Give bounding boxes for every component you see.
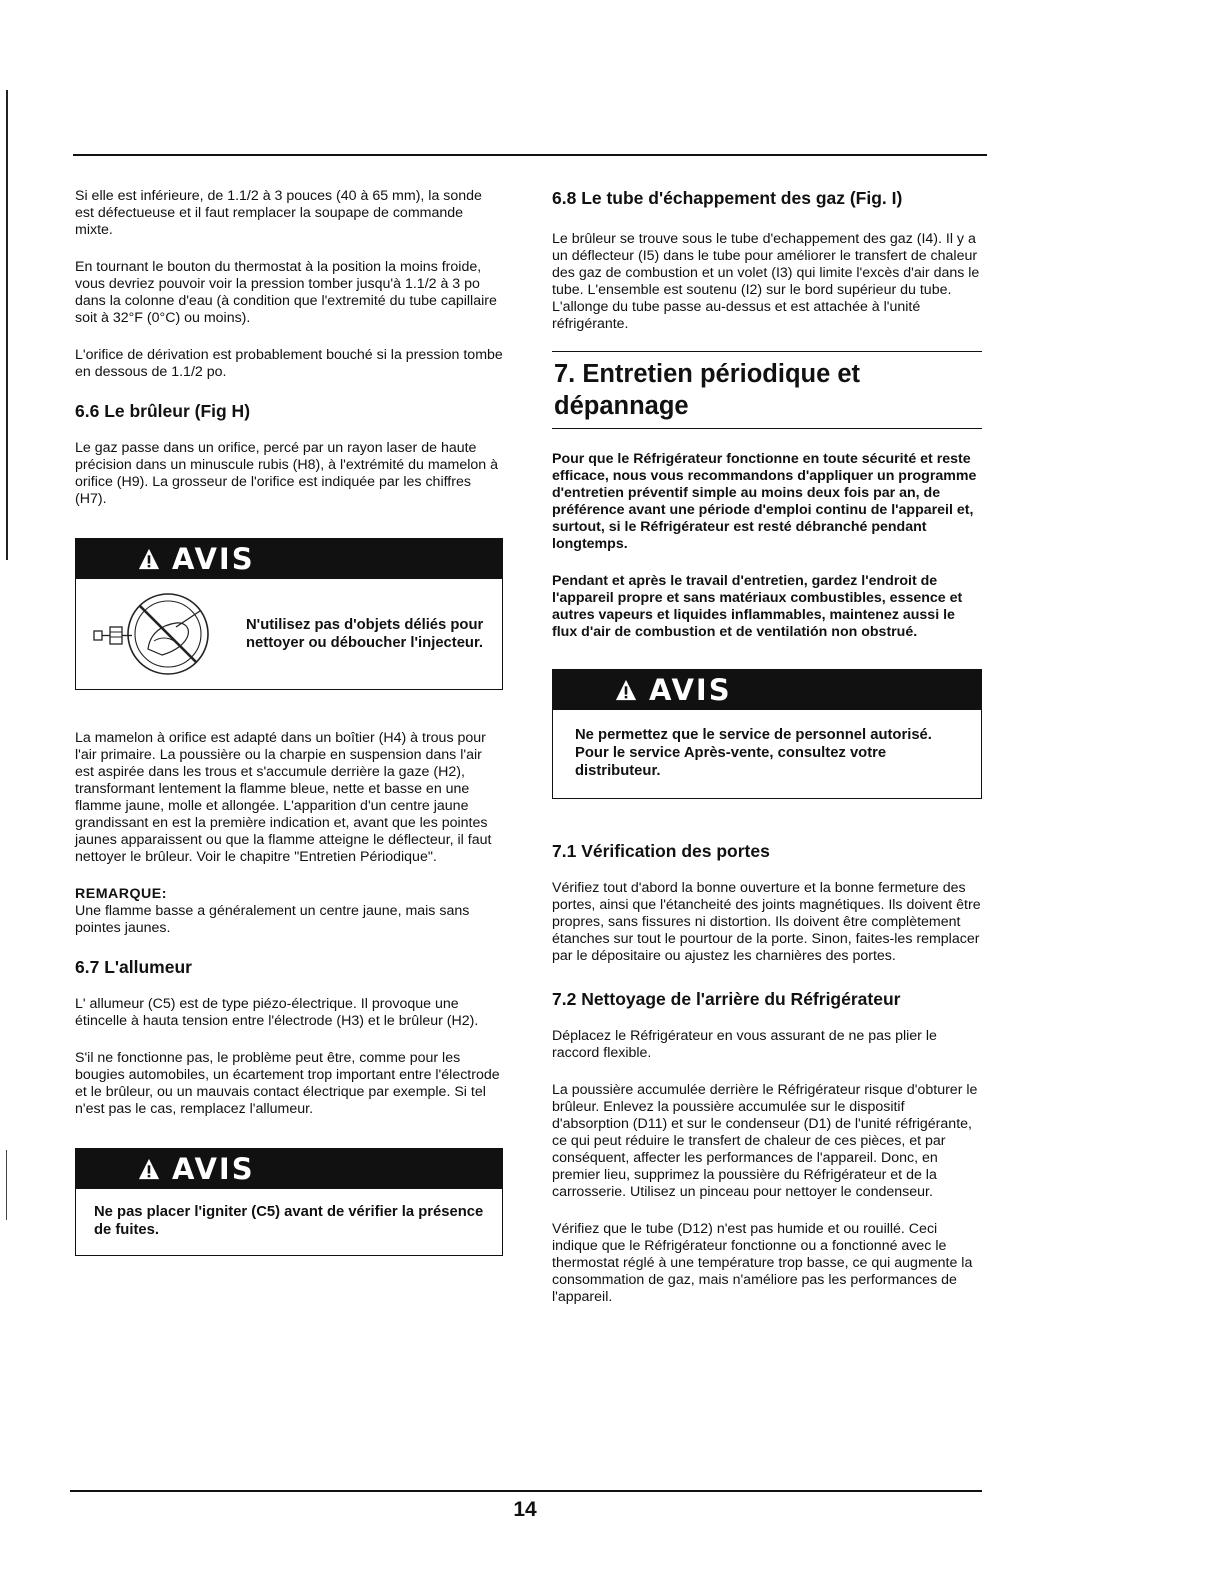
warning-box-service bbox=[552, 669, 982, 799]
paragraph-bypass-orifice: L'orifice de dérivation est probablement bouché si la pression tombe en dessous de 1.1/2 po. bbox=[75, 347, 503, 380]
heading-6-7-igniter: 6.7 L'allumeur bbox=[75, 957, 192, 977]
scan-margin-line bbox=[6, 90, 8, 560]
warning-triangle-icon bbox=[138, 1158, 160, 1180]
warning-triangle-icon bbox=[138, 548, 160, 570]
warning-label: AVIS bbox=[172, 1152, 255, 1186]
warning-header bbox=[553, 670, 981, 710]
warning-header bbox=[76, 539, 502, 579]
paragraph-orifice-housing: La mamelon à orifice est adapté dans un boîtier (H4) à trous pour l'air primaire. La poussière ou la charpie en suspension dans l'air est aspirée dans les trous et s'accumule derrière la gaze (H2), transformant lentement la flamme bleue, nette et basse en une flamme jaune, molle et allongée. L'apparition d'un centre jaune grandissant en est la première indication et, avant que les pointes jaunes apparaissent ou que la flamme atteigne le déflecteur, il faut nettoyer le brûleur. Voir le chapitre "Entretien Périodique". bbox=[75, 730, 492, 865]
paragraph-door-check: Vérifiez tout d'abord la bonne ouverture et la bonne fermeture des portes, ainsi que l'étancheité des joints magnétiques. Ils doivent être propres, sans fissures ni distortion. Ils doivent être complètement étanches sur tout le pourtour de la porte. Sinon, faites-les remplacer par le dépositaire ou ajustez les charnières des portes. bbox=[552, 880, 981, 964]
warning-box-igniter bbox=[75, 1148, 503, 1256]
heading-7-maintenance: 7. Entretien périodique et dépannage bbox=[554, 360, 861, 420]
paragraph-gas-orifice: Le gaz passe dans un orifice, percé par un rayon laser de haute précision dans un minuscule rubis (H8), à l'extrémité du mamelon à orifice (H9). La grosseur de l'orifice est indiquée par les chiffres (H7). bbox=[75, 440, 499, 507]
warning-body bbox=[76, 579, 502, 689]
warning-label: AVIS bbox=[172, 542, 255, 576]
paragraph-probe-defect: Si elle est inférieure, de 1.1/2 à 3 pouces (40 à 65 mm), la sonde est défectueuse et il faut remplacer la soupape de commande mixte. bbox=[75, 188, 482, 238]
no-pointed-object-icon bbox=[88, 589, 238, 679]
paragraph-thermostat-pressure: En tournant le bouton du thermostat à la position la moins froide, vous devriez pouvoir voir la pression tomber jusqu'à 1.1/2 à 3 po dans la colonne d'eau (à condition que l'extremité du tube capillaire soit à 32°F (0°C) ou moins). bbox=[75, 259, 497, 326]
remark bbox=[75, 886, 503, 937]
warning-header bbox=[76, 1149, 502, 1189]
warning-box-injector bbox=[75, 538, 503, 690]
paragraph-exhaust-tube: Le brûleur se trouve sous le tube d'echappement des gaz (I4). Il y a un déflecteur (I5) dans le tube pour améliorer le transfert de chaleur des gaz de combustion et un volet (I3) qui limite l'excès d'air dans le tube. L'ensemble est soutenu (I2) sur le bord supérieur du tube. L'allonge du tube passe au-dessus et est attachée à l'unité réfrigérante. bbox=[552, 231, 980, 332]
paragraph-maintenance-program: Pour que le Réfrigérateur fonctionne en toute sécurité et reste efficace, nous vous recommandons d'appliquer un programme d'entretien préventif simple au moins deux fois par an, de préférence avant une période d'emploi continu de l'appareil et, surtout, si le Réfrigérateur est resté débranché pendant longtemps. bbox=[552, 451, 977, 552]
heading-6-8-exhaust-tube: 6.8 Le tube d'échappement des gaz (Fig. I) bbox=[552, 188, 903, 208]
heading-7-2-rear-cleaning: 7.2 Nettoyage de l'arrière du Réfrigérateur bbox=[552, 989, 901, 1009]
warning-label: AVIS bbox=[649, 673, 732, 707]
top-rule bbox=[73, 154, 987, 156]
warning-text: Ne permettez que le service de personnel autorisé. Pour le service Après-vente, consultez votre distributeur. bbox=[575, 727, 932, 779]
section-heading-7 bbox=[552, 351, 982, 429]
scan-margin-line-lower bbox=[6, 1150, 7, 1220]
right-column bbox=[552, 188, 982, 1326]
paragraph-igniter-failure: S'il ne fonctionne pas, le problème peut être, comme pour les bougies automobiles, un écartement trop important entre l'électrode et le brûleur, ou un mauvais contact électrique par exemple. Si tel n'est pas le cas, remplacez l'allumeur. bbox=[75, 1050, 500, 1117]
remark-label: REMARQUE: bbox=[75, 886, 167, 902]
heading-7-1-doors: 7.1 Vérification des portes bbox=[552, 841, 770, 861]
paragraph-keep-clean: Pendant et après le travail d'entretien, gardez l'endroit de l'appareil propre et sans matériaux combustibles, essence et autres vapeurs et liquides inflammables, maintenez aussi le flux d'air de combustion et de ventilatión non obstrué. bbox=[552, 573, 963, 640]
remark-text: Une flamme basse a généralement un centre jaune, mais sans pointes jaunes. bbox=[75, 903, 470, 936]
page-number: 14 bbox=[513, 1498, 537, 1521]
paragraph-dust-removal: La poussière accumulée derrière le Réfrigérateur risque d'obturer le brûleur. Enlevez la poussière accumulée sur le dispositif d'absorption (D11) et sur le condenseur (D1) de l'unité réfrigérante, ce qui peut réduire le transfert de chaleur de ces pièces, et par conséquent, affecter les performances de l'appareil. Donc, en premier lieu, supprimez la poussière du Réfrigérateur et de la carrosserie. Utilisez un pinceau pour nettoyer le condenseur. bbox=[552, 1082, 978, 1200]
paragraph-move-fridge: Déplacez le Réfrigérateur en vous assurant de ne pas plier le raccord flexible. bbox=[552, 1028, 937, 1061]
heading-6-6-burner: 6.6 Le brûleur (Fig H) bbox=[75, 401, 251, 421]
warning-text: Ne pas placer l'igniter (C5) avant de vérifier la présence de fuites. bbox=[94, 1204, 484, 1238]
warning-triangle-icon bbox=[615, 679, 637, 701]
warning-text: N'utilisez pas d'objets déliés pour nettoyer ou déboucher l'injecteur. bbox=[246, 617, 484, 651]
left-column bbox=[75, 188, 503, 1282]
bottom-rule bbox=[70, 1490, 982, 1492]
paragraph-piezo-igniter: L' allumeur (C5) est de type piézo-électrique. Il provoque une étincelle à hauta tension entre l'électrode (H3) et le brûleur (H2). bbox=[75, 996, 479, 1029]
paragraph-tube-check: Vérifiez que le tube (D12) n'est pas humide et ou rouillé. Ceci indique que le Réfrigérateur fonctionne ou a fonctionné avec le thermostat réglé à une température trop basse, ce qui augmente la consommation de gaz, mais n'améliore pas les performances de l'appareil. bbox=[552, 1221, 973, 1305]
